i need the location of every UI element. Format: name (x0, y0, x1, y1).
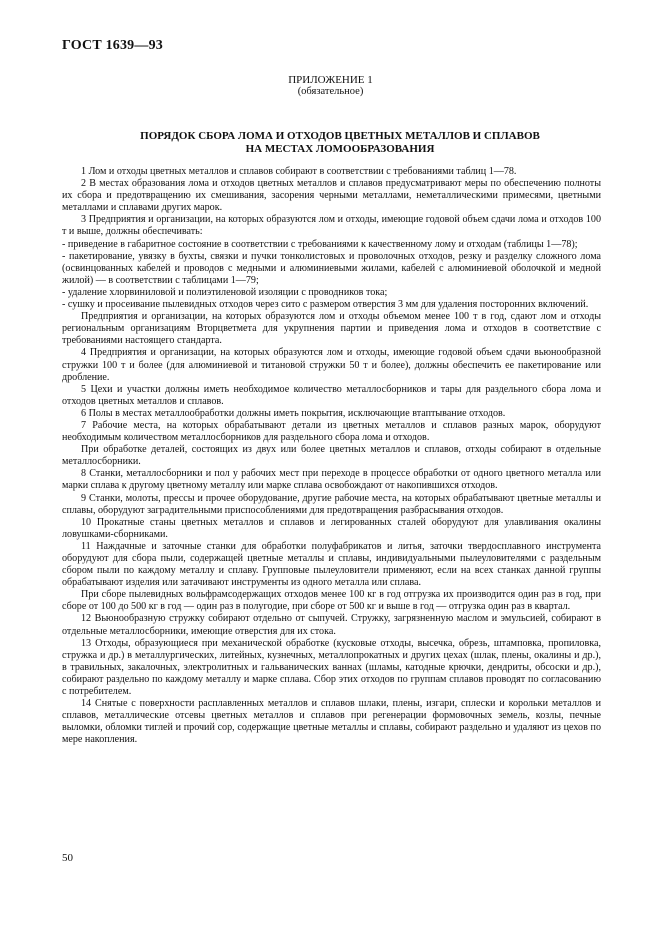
paragraph-12: 12 Вьюнообразную стружку собирают отдельно от сыпучей. Стружку, загрязненную маслом и эмульсией, собирают в отдельные металлосборники, имеющие отверстия для их стока. (62, 613, 601, 637)
paragraph-4: 4 Предприятия и организации, на которых образуются лом и отходы, имеющие годовой объем сдачи вьюнообразной стружки 100 т и более (для алюминиевой и титановой стружки 50 т и более), должны обеспечить ее пакетирование или дробление. (62, 347, 601, 383)
body-text (62, 166, 601, 747)
page-number: 50 (62, 852, 73, 864)
paragraph-10: 10 Прокатные станы цветных металлов и сплавов и легированных сталей оборудуют для улавливания окалины ловушками-сборниками. (62, 516, 601, 540)
paragraph-6: 6 Полы в местах металлообработки должны иметь покрытия, исключающие втаптывание отходов. (81, 407, 506, 419)
paragraph-8: 8 Станки, металлосборники и пол у рабочих мест при переходе в процессе обработки от одного цветного металла или марки сплава к другому цветному металлу или марке сплава освобождают от накопившихся отходов. (62, 468, 601, 492)
paragraph-3-item-3: - удаление хлорвиниловой и полиэтиленовой изоляции с проводников тока; (62, 286, 388, 298)
section-title-line-2: НА МЕСТАХ ЛОМООБРАЗОВАНИЯ (245, 142, 435, 155)
paragraph-2: 2 В местах образования лома и отходов цветных металлов и сплавов предусматривают меры по обеспечению полноты их сбора и предотвращению их смешивания, засорения черными металлами, неметаллическими примесями, цветными металлами и сплавами других марок. (62, 178, 601, 214)
paragraph-9: 9 Станки, молоты, прессы и прочее оборудование, другие рабочие места, на которых обрабатывают цветные металлы и сплавы, оборудуют заградительными приспособлениями для предотвращения разбрасывания отходов. (62, 492, 601, 516)
paragraph-7: 7 Рабочие места, на которых обрабатывают детали из цветных металлов и сплавов разных марок, оборудуют необходимым количеством металлосборников для раздельного сбора лома и отходов. (62, 419, 601, 444)
section-title-line-1: ПОРЯДОК СБОРА ЛОМА И ОТХОДОВ ЦВЕТНЫХ МЕТАЛЛОВ И СПЛАВОВ (140, 130, 540, 142)
section-title (80, 130, 600, 155)
appendix-heading (0, 74, 661, 98)
paragraph-1: 1 Лом и отходы цветных металлов и сплавов собирают в соответствии с требованиями таблиц 1—78. (81, 166, 517, 177)
paragraph-11-note: При сборе пылевидных вольфрамсодержащих отходов менее 100 кг в год отгрузка их производится один раз в год, при сборе от 100 до 500 кг в год — один раз в полугодие, при сборе от 500 кг и выше в год — отгрузка один раз в квартал. (62, 589, 601, 613)
paragraph-3-item-1: - приведение в габаритное состояние в соответствии с требованиями к качественному лому и отходам (таблицы 1—78); (62, 238, 578, 250)
appendix-title: ПРИЛОЖЕНИЕ 1 (288, 74, 373, 86)
paragraph-11: 11 Наждачные и заточные станки для обработки полуфабрикатов и литья, заточки твердосплавного инструмента оборудуют для сбора пыли, содержащей цветные металлы и сплавы, индивидуальными пылеуловителями с раздельным сбором пыли по каждому металлу и сплаву. Групповые пылеуловители применяют, если на всех станках данной группы обрабатывают изделия или затачивают инструменты из одного металла или сплава. (62, 540, 601, 589)
paragraph-3-item-2: - пакетирование, увязку в бухты, связки и пучки тонколистовых и проволочных отходов, резку и разделку сложного лома (освинцованных кабелей и проводов с медными и алюминиевыми жилами, кабелей с алюминиевой оболочкой и медной жилой) — в соответствии с таблицами 1—79; (62, 250, 601, 286)
paragraph-13: 13 Отходы, образующиеся при механической обработке (кусковые отходы, высечка, обрезь, штамповка, пропиловка, стружка и др.) в металлургических, литейных, кузнечных, металлопрокатных и других цехах (шлак, плены, окалины и др.), в травильных, закалочных, электролитных и гальванических ваннах (шламы, катодные крючки, дендриты, обсоски и др.), собирают раздельно по каждому металлу и марке сплава. Сбор этих отходов по группам сплавов проводят по согласованию с потребителем. (62, 637, 601, 698)
paragraph-5: 5 Цехи и участки должны иметь необходимое количество металлосборников и тары для раздельного сбора лома и отходов цветных металлов и сплавов. (62, 383, 601, 407)
paragraph-3-item-4: - сушку и просеивание пылевидных отходов через сито с размером отверстия 3 мм для удаления посторонних включений. (62, 299, 589, 311)
standard-header: ГОСТ 1639—93 (62, 38, 163, 53)
paragraph-3: 3 Предприятия и организации, на которых образуются лом и отходы, имеющие годовой объем сдачи лома и отходов 100 т и выше, должны обеспечивать: (62, 214, 601, 238)
paragraph-14: 14 Снятые с поверхности расплавленных металлов и сплавов шлаки, плены, изгари, сплески и корольки металлов и сплавов, металлические отсевы цветных металлов и сплавов при регенерации формовочных земель, козлы, печные выломки, обломки тиглей и прочий сор, содержащие цветные металлы и сплавы, собирают раздельно и удаляют из цехов по мере накопления. (62, 698, 601, 746)
appendix-status: (обязательное) (297, 86, 364, 97)
paragraph-7-note: При обработке деталей, состоящих из двух или более цветных металлов и сплавов, отходы собирают в отдельные металлосборники. (62, 444, 601, 468)
paragraph-3-note: Предприятия и организации, на которых образуются лом и отходы объемом менее 100 т в год, сдают лом и отходы региональным организациям Вторцветмета для укрупнения партии и приведения лома и отходов в соответствие с требованиями настоящего стандарта. (62, 311, 601, 347)
